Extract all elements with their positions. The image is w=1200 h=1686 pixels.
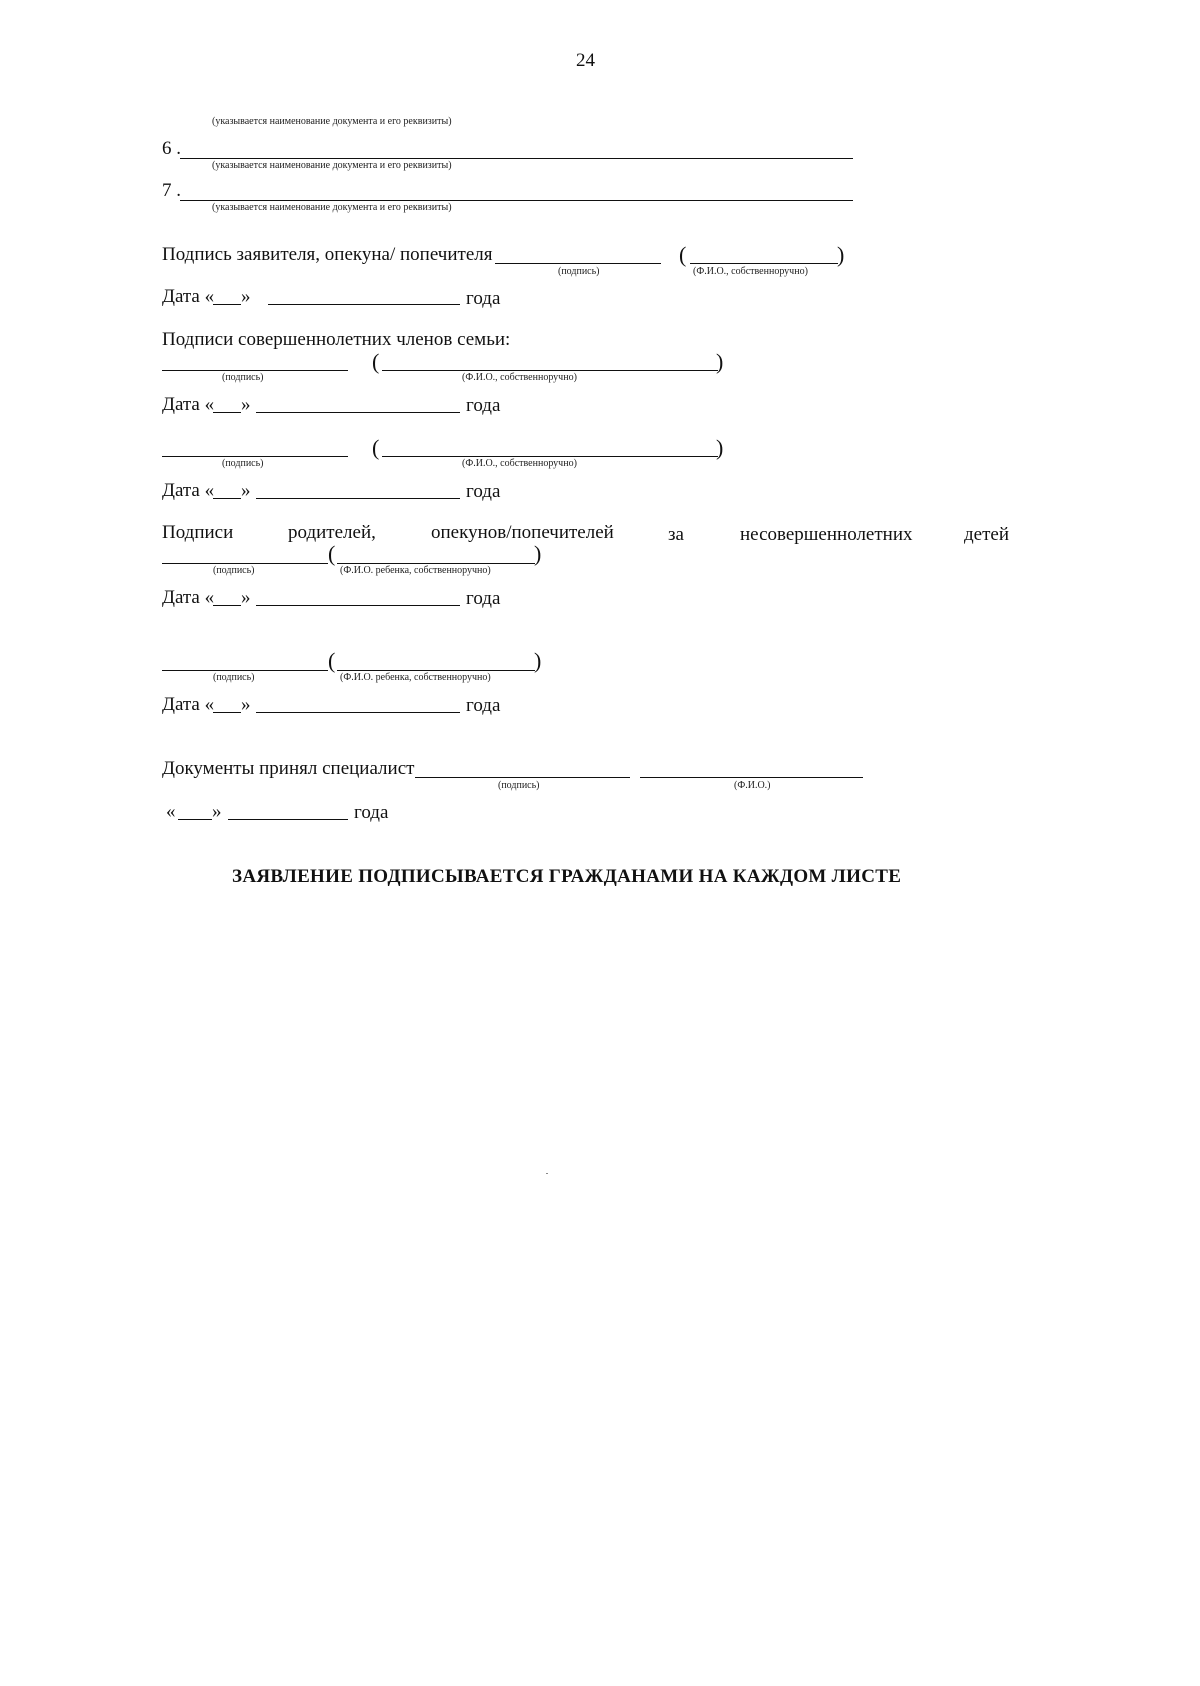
signature-caption: (подпись)	[558, 266, 600, 277]
date-close-quote: »	[212, 801, 222, 822]
scan-speck	[546, 1173, 548, 1174]
signature-caption: (подпись)	[498, 780, 540, 791]
specialist-fio-line[interactable]	[640, 777, 863, 778]
month-year-line[interactable]	[256, 605, 460, 606]
minors-word: опекунов/попечителей	[431, 522, 614, 543]
adult-signature-line[interactable]	[162, 370, 348, 371]
day-line[interactable]	[213, 498, 241, 499]
date-suffix: года	[466, 588, 501, 609]
date-close: »	[241, 480, 251, 501]
adult-fio-line[interactable]	[382, 370, 718, 371]
adult-fio-line[interactable]	[382, 456, 718, 457]
minor-signature-line[interactable]	[162, 563, 328, 564]
specialist-signature-line[interactable]	[415, 777, 630, 778]
signature-caption: (подпись)	[222, 458, 264, 469]
date-suffix: года	[466, 395, 501, 416]
minor-fio-line[interactable]	[337, 670, 535, 671]
close-paren: )	[534, 541, 542, 566]
date-suffix: года	[466, 481, 501, 502]
applicant-fio-line[interactable]	[690, 263, 838, 264]
day-line[interactable]	[213, 412, 241, 413]
signature-caption: (подпись)	[222, 372, 264, 383]
date-prefix: Дата «	[162, 394, 215, 415]
item-number: 7 .	[162, 180, 181, 201]
minors-word: несовершеннолетних	[740, 524, 913, 545]
specialist-label: Документы принял специалист	[162, 758, 415, 779]
date-close: »	[241, 286, 251, 307]
signature-caption: (подпись)	[213, 672, 255, 683]
minors-word: за	[668, 524, 684, 545]
fio-caption: (Ф.И.О., собственноручно)	[462, 458, 577, 469]
month-year-line[interactable]	[268, 304, 460, 305]
adult-signature-line[interactable]	[162, 456, 348, 457]
open-paren: (	[679, 242, 687, 267]
open-paren: (	[328, 648, 336, 673]
doc-caption: (указывается наименование документа и его реквизиты)	[212, 160, 452, 171]
fio-caption: (Ф.И.О. ребенка, собственноручно)	[340, 672, 491, 683]
day-line[interactable]	[178, 819, 212, 820]
day-line[interactable]	[213, 712, 241, 713]
open-paren: (	[372, 349, 380, 374]
document-line[interactable]	[180, 158, 853, 159]
fio-caption: (Ф.И.О. ребенка, собственноручно)	[340, 565, 491, 576]
close-paren: )	[716, 349, 724, 374]
adult-members-label: Подписи совершеннолетних членов семьи:	[162, 329, 511, 350]
date-prefix: Дата «	[162, 694, 215, 715]
date-prefix: Дата «	[162, 587, 215, 608]
doc-caption: (указывается наименование документа и его реквизиты)	[212, 116, 452, 127]
date-close: »	[241, 694, 251, 715]
date-suffix: года	[354, 802, 389, 823]
document-line[interactable]	[180, 200, 853, 201]
day-line[interactable]	[213, 605, 241, 606]
applicant-label: Подпись заявителя, опекуна/ попечителя	[162, 244, 493, 265]
date-prefix: Дата «	[162, 480, 215, 501]
minors-word: детей	[964, 524, 1010, 545]
minors-word: родителей,	[288, 522, 376, 543]
month-year-line[interactable]	[228, 819, 348, 820]
month-year-line[interactable]	[256, 498, 460, 499]
item-number: 6 .	[162, 138, 181, 159]
open-paren: (	[328, 541, 336, 566]
minor-fio-line[interactable]	[337, 563, 535, 564]
open-paren: (	[372, 435, 380, 460]
close-paren: )	[716, 435, 724, 460]
date-open-quote: «	[166, 801, 176, 822]
date-close: »	[241, 394, 251, 415]
date-suffix: года	[466, 288, 501, 309]
applicant-signature-line[interactable]	[495, 263, 661, 264]
date-suffix: года	[466, 695, 501, 716]
minors-word: Подписи	[162, 522, 234, 543]
fio-caption: (Ф.И.О.)	[734, 780, 771, 791]
date-close: »	[241, 587, 251, 608]
fio-caption: (Ф.И.О., собственноручно)	[693, 266, 808, 277]
day-line[interactable]	[213, 304, 241, 305]
minor-signature-line[interactable]	[162, 670, 328, 671]
signing-notice: ЗАЯВЛЕНИЕ ПОДПИСЫВАЕТСЯ ГРАЖДАНАМИ НА КАЖДОМ ЛИСТЕ	[232, 866, 902, 887]
close-paren: )	[534, 648, 542, 673]
month-year-line[interactable]	[256, 412, 460, 413]
page-number: 24	[576, 50, 595, 71]
doc-caption: (указывается наименование документа и его реквизиты)	[212, 202, 452, 213]
month-year-line[interactable]	[256, 712, 460, 713]
signature-caption: (подпись)	[213, 565, 255, 576]
date-prefix: Дата «	[162, 286, 215, 307]
close-paren: )	[837, 242, 845, 267]
fio-caption: (Ф.И.О., собственноручно)	[462, 372, 577, 383]
